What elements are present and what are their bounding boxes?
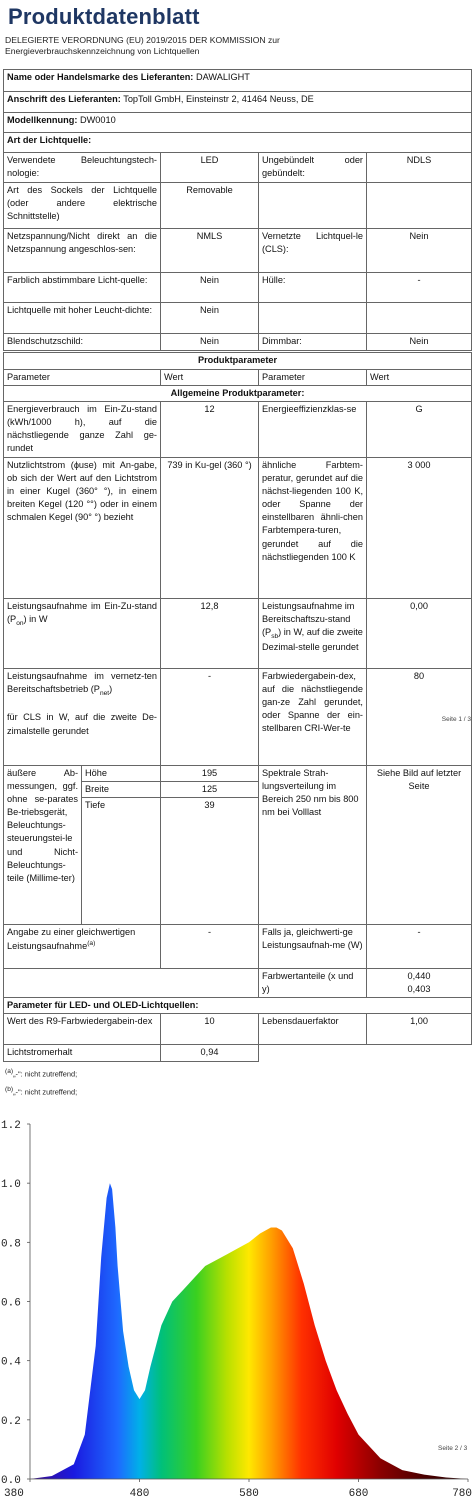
supplier-name-row [4, 70, 472, 92]
equivalent-power-w-value: - [367, 925, 472, 969]
supplier-address-row [4, 92, 472, 113]
model-label: Modellkennung: [7, 115, 78, 125]
row-label: Lichtquelle mit hoher Leucht-dichte: [4, 303, 161, 334]
cri-value: 80 [413, 671, 425, 682]
dimensions-label: äußere Ab-messungen, ggf. ohne se-parates Be-triebsgerät, Beleuchtungs-steuerungstei-le und Nicht-Beleuchtungs-teile (Millime-ter) [4, 766, 82, 925]
footnote-b: (b)„-": nicht zutreffend; [5, 1086, 78, 1097]
x-tick-label: 580 [239, 1488, 259, 1500]
survival-factor-label: Lebensdauerfaktor [259, 1014, 367, 1045]
on-mode-power-label: Leistungsaufnahme im Ein-Zu-stand $(P_{on})$ in W [4, 599, 161, 669]
energy-class-label: Energieeffizienzklas-se [259, 402, 367, 458]
x-tick-label: 680 [348, 1488, 369, 1500]
row-label: Art des Sockels der Lichtquelle (oder andere elektrische Schnittstelle) [4, 183, 161, 229]
table-row [4, 599, 472, 669]
page-number: Seite 1 / 3 [441, 716, 472, 724]
empty-cell [4, 969, 259, 998]
equivalent-power-label: Angabe zu einer gleichwertigen Leistungsaufnahme$^{(a)}$ [4, 925, 161, 969]
row-value: Nein [367, 229, 472, 273]
color-temperature-value: 3 000 [367, 458, 472, 599]
row-value: Nein [161, 273, 259, 303]
row-label [259, 183, 367, 229]
spectrum-area [30, 1183, 468, 1479]
general-params-heading: Allgemeine Produktparameter: [4, 386, 472, 402]
footnote-a: (a)„-": nicht zutreffend; [5, 1068, 78, 1079]
cri-cell [367, 669, 472, 766]
dimension-value-height: 195 [161, 766, 259, 782]
y-tick-label: 0.2 [1, 1415, 21, 1428]
product-parameter-table [3, 352, 472, 1062]
networked-standby-value: - [161, 669, 259, 766]
table-row [4, 183, 472, 229]
subtitle-line-1: DELEGIERTE VERORDNUNG (EU) 2019/2015 DER KOMMISSION zur [5, 35, 280, 45]
regulation-subtitle [5, 35, 280, 57]
supplier-address-value: TopToll GmbH, Einsteinstr 2, 41464 Neuss, DE [123, 94, 314, 104]
spectral-distribution-label: Spektrale Strah-lungsverteilung im Bereich 250 nm bis 800 nm bei Volllast [259, 766, 367, 925]
dimension-label-height: Höhe [82, 766, 161, 782]
row-value: NMLS [161, 229, 259, 273]
plot-area [30, 1124, 469, 1479]
column-header-value: Wert [367, 370, 472, 386]
energy-class-value: G [367, 402, 472, 458]
supplier-address-label: Anschrift des Lieferanten: [7, 94, 121, 104]
r9-label: Wert des R9-Farbwiedergabein-dex [4, 1014, 161, 1045]
y-tick-label: 0.8 [1, 1238, 21, 1251]
y-tick-label: 0.6 [1, 1297, 21, 1310]
row-value: - [367, 273, 472, 303]
table-row [4, 1045, 472, 1062]
row-label: Verwendete Beleuchtungstech-nologie: [4, 153, 161, 183]
standby-power-label: Leistungsaufnahme im Bereitschaftszu-stand $(P_{sb})$ in W, auf die zweite Dezimal-stelle gerundet [259, 599, 367, 669]
table-row [4, 229, 472, 273]
chromaticity-label: Farbwertanteile (x und y) [259, 969, 367, 998]
equivalent-power-value: - [161, 925, 259, 969]
table-row [4, 402, 472, 458]
table-row [4, 273, 472, 303]
x-tick-label: 480 [129, 1488, 150, 1500]
row-label: Vernetzte Lichtquel-le (CLS): [259, 229, 367, 273]
row-value [367, 303, 472, 334]
page-title: Produktdatenblatt [8, 4, 200, 29]
cri-label: Farbwiedergabein-dex, auf die nächstliegende gan-ze Zahl gerundet, oder Spanne der ein-stellbaren CRI-Wer-te [259, 669, 367, 766]
row-value: Nein [161, 303, 259, 334]
column-header-parameter: Parameter [259, 370, 367, 386]
table-row [4, 969, 472, 998]
dimension-label-width: Breite [82, 782, 161, 798]
row-value: Nein [161, 334, 259, 351]
y-axis [1, 1120, 30, 1487]
y-tick-label: 1.0 [1, 1179, 21, 1192]
energy-consumption-value: 12 [161, 402, 259, 458]
chromaticity-value: 0,440 0,403 [367, 969, 472, 998]
y-tick-label: 0.4 [1, 1356, 21, 1369]
column-header-value: Wert [161, 370, 259, 386]
row-value: NDLS [367, 153, 472, 183]
row-value: Nein [367, 334, 472, 351]
supplier-table [3, 69, 472, 153]
light-source-type-heading: Art der Lichtquelle: [4, 133, 472, 153]
x-tick-label: 380 [4, 1488, 24, 1500]
table-row [4, 925, 472, 969]
spectral-distribution-chart [0, 1108, 474, 1500]
table-row [4, 334, 472, 351]
lumen-maintenance-label: Lichtstromerhalt [4, 1045, 161, 1062]
row-label: Blendschutzschild: [4, 334, 161, 351]
row-label [259, 303, 367, 334]
supplier-name-label: Name oder Handelsmarke des Lieferanten: [7, 72, 194, 82]
row-label: Ungebündelt oder gebündelt: [259, 153, 367, 183]
x-tick-label: 780 [452, 1488, 472, 1500]
product-params-heading: Produktparameter [4, 353, 472, 370]
y-tick-label: 0.0 [1, 1475, 21, 1487]
row-value: LED [161, 153, 259, 183]
table-row [4, 153, 472, 183]
x-axis [4, 1479, 472, 1500]
column-header-row [4, 370, 472, 386]
dimension-value-depth: 39 [161, 798, 259, 925]
dimension-value-width: 125 [161, 782, 259, 798]
energy-consumption-label: Energieverbrauch im Ein-Zu-stand (kWh/1000 h), auf die nächstliegende ganze Zahl ge-rundet [4, 402, 161, 458]
networked-standby-label: Leistungsaufnahme im vernetz-ten Bereitschaftsbetrieb $(P_{net})$ für CLS in W, auf die zweite De-zimalstelle gerundet [4, 669, 161, 766]
model-row [4, 113, 472, 133]
survival-factor-value: 1,00 [367, 1014, 472, 1045]
spectral-distribution-value: Siehe Bild auf letzter Seite [367, 766, 472, 925]
equivalent-power-w-label: Falls ja, gleichwerti-ge Leistungsaufnah-me (W) [259, 925, 367, 969]
row-label: Farblich abstimmbare Licht-quelle: [4, 273, 161, 303]
model-value: DW0010 [80, 115, 116, 125]
luminous-flux-label: Nutzlichtstrom (ɸuse) mit An-gabe, ob sich der Wert auf den Lichtstrom in einer Kugel (360° °), in einem breiten Kegel (120 °°) oder in einem schmalen Kegel (90° °) bezieht [4, 458, 161, 599]
table-row [4, 303, 472, 334]
row-label: Dimmbar: [259, 334, 367, 351]
supplier-name-value: DAWALIGHT [195, 72, 250, 82]
row-label: Hülle: [259, 273, 367, 303]
led-params-heading: Parameter für LED- und OLED-Lichtquellen: [4, 998, 472, 1014]
table-row [4, 766, 472, 782]
standby-power-value: 0,00 [367, 599, 472, 669]
r9-value: 10 [161, 1014, 259, 1045]
page-number: Seite 2 / 3 [438, 1445, 468, 1452]
column-header-parameter: Parameter [4, 370, 161, 386]
row-value: Removable [161, 183, 259, 229]
table-row [4, 458, 472, 599]
row-value [367, 183, 472, 229]
table-row [4, 1014, 472, 1045]
table-row [4, 669, 472, 766]
dimension-label-depth: Tiefe [82, 798, 161, 925]
row-label: Netzspannung/Nicht direkt an die Netzspannung angeschlos-sen: [4, 229, 161, 273]
subtitle-line-2: Energieverbrauchskennzeichnung von Lichtquellen [5, 46, 200, 57]
on-mode-power-value: 12,8 [161, 599, 259, 669]
y-tick-label: 1.2 [1, 1120, 21, 1132]
lumen-maintenance-value: 0,94 [161, 1045, 259, 1062]
color-temperature-label: ähnliche Farbtem-peratur, gerundet auf die nächst-liegenden 100 K, oder Spanne der einstellbaren ähnli-chen Farbtempera-turen, gerundet auf die nächstliegenden 100 K [259, 458, 367, 599]
light-source-table [3, 152, 472, 351]
luminous-flux-value: 739 in Ku-gel (360 °) [161, 458, 259, 599]
